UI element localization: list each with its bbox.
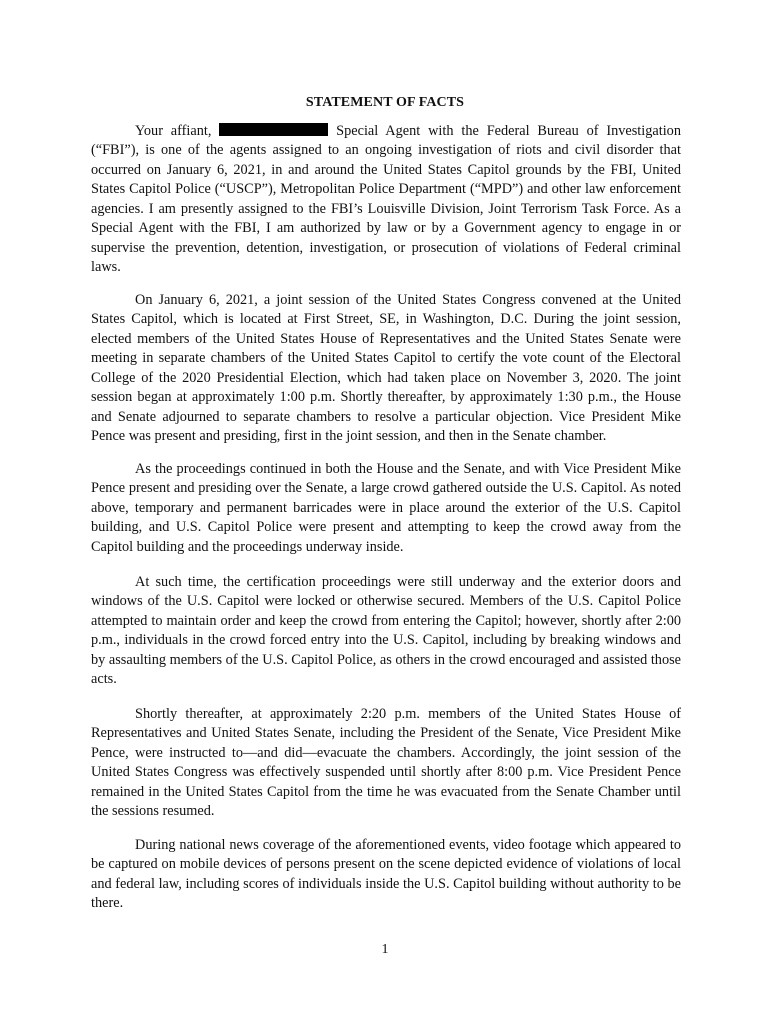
page-title: STATEMENT OF FACTS [305, 95, 465, 110]
affiant-description-text: Special Agent with the Federal Bureau of Investigation (“FBI”), is one of the agents assigned to an ongoing investigation of riots and civil disorder that occurred on January 6, 2021, in and around the United States Capitol grounds by the FBI, United States Capitol Police (“USCP”), Metropolitan Police Department (“MPD”) and other law enforcement agencies. I am presently assigned to the FBI’s Louisville Division, Joint Terrorism Task Force. As a Special Agent with the FBI, I am authorized by law or by a Government agency to engage in or supervise the prevention, detention, investigation, or prosecution of violations of Federal criminal laws. [91, 123, 681, 276]
paragraph-evacuation: Shortly thereafter, at approximately 2:20 p.m. members of the United States House of Representatives and United States Senate, including the President of the Senate, Vice President Mike Pence, were instructed to—and did—evacuate the chambers. Accordingly, the joint session of the United States Congress was effectively suspended until shortly after 8:00 p.m. Vice President Pence remained in the United States Capitol from the time he was evacuated from the Senate Chamber until the sessions resumed. [91, 706, 681, 820]
page-number: 1 [381, 942, 389, 957]
paragraph-forced-entry: At such time, the certification proceedings were still underway and the exterior doors and windows of the U.S. Capitol were locked or otherwise secured. Members of the U.S. Capitol Police attempted to maintain order and keep the crowd from entering the Capitol; however, shortly after 2:00 p.m., individuals in the crowd forced entry into the U.S. Capitol, including by breaking windows and by assaulting members of the U.S. Capitol Police, as others in the crowd encouraged and assisted those acts. [91, 574, 681, 688]
redacted-name-block [219, 123, 328, 136]
affiant-intro-text: Your affiant, [135, 123, 212, 139]
paragraph-crowd-gathered: As the proceedings continued in both the House and the Senate, and with Vice President Mike Pence present and presiding over the Senate, a large crowd gathered outside the U.S. Capitol. As noted above, temporary and permanent barricades were in place around the exterior of the U.S. Capitol building, and U.S. Capitol Police were present and attempting to keep the crowd away from the Capitol building and the proceedings underway inside. [91, 461, 681, 555]
paragraph-affiant [91, 122, 681, 278]
paragraph-joint-session: On January 6, 2021, a joint session of the United States Congress convened at the United States Capitol, which is located at First Street, SE, in Washington, D.C. During the joint session, elected members of the United States House of Representatives and the United States Senate were meeting in separate chambers of the United States Capitol to certify the vote count of the Electoral College of the 2020 Presidential Election, which had taken place on November 3, 2020. The joint session began at approximately 1:00 p.m. Shortly thereafter, by approximately 1:30 p.m., the House and Senate adjourned to separate chambers to resolve a particular objection. Vice President Mike Pence was present and presiding, first in the joint session, and then in the Senate chamber. [91, 292, 681, 445]
paragraph-news-coverage: During national news coverage of the aforementioned events, video footage which appeared to be captured on mobile devices of persons present on the scene depicted evidence of violations of local and federal law, including scores of individuals inside the U.S. Capitol building without authority to be there. [91, 837, 681, 912]
